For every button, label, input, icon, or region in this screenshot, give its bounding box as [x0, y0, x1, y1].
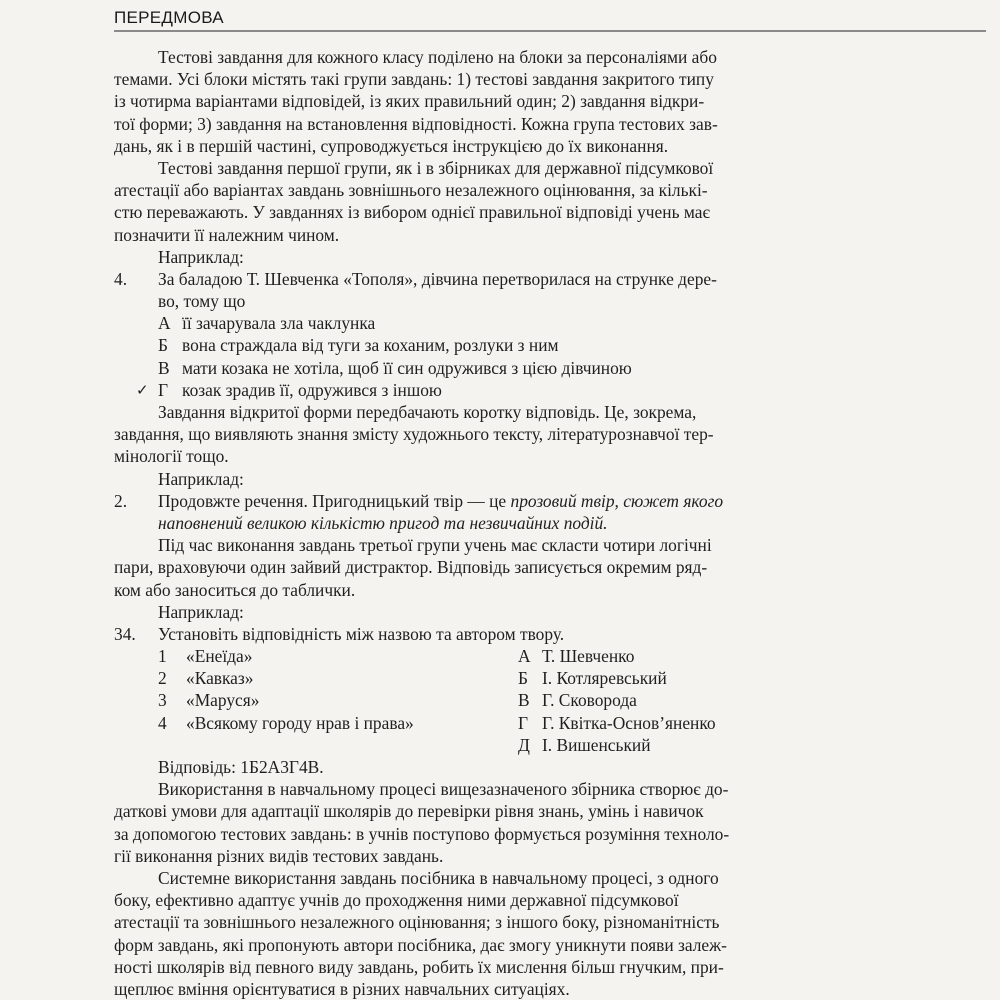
text-line: Використання в навчальному процесі вищезазначеного збірника створює до- — [158, 779, 729, 800]
answer-text: прозовий твір, сюжет якого — [510, 490, 724, 511]
work-title: «Маруся» — [186, 690, 260, 711]
example-matching-task — [114, 601, 874, 779]
example-open-task — [114, 468, 874, 535]
option-text: козак зрадив її, одружився з іншою — [182, 379, 442, 400]
author-name: Т. Шевченко — [542, 646, 635, 667]
work-title: «Кавказ» — [186, 668, 254, 689]
option-text: її зачарувала зла чаклунка — [182, 313, 376, 334]
option-text: вона страждала від туги за коханим, розлуки з ним — [182, 335, 559, 356]
author-letter: Б — [518, 668, 528, 689]
option-letter: Г — [158, 379, 169, 400]
text-line: за допомогою тестових завдань: в учнів поступово формується розуміння техноло- — [114, 823, 730, 844]
answer-key: Відповідь: 1Б2А3Г4В. — [158, 757, 324, 777]
option-b — [114, 334, 874, 356]
option-text: мати козака не хотіла, щоб її син одружився з цією дівчиною — [182, 357, 632, 378]
question-number: 34. — [114, 623, 136, 644]
match-row — [114, 734, 874, 756]
text-line: Системне використання завдань посібника в навчальному процесі, з одного — [158, 867, 719, 888]
text-line: Тестові завдання для кожного класу поділено на блоки за персоналіями або — [158, 47, 717, 67]
example-label: Наприклад: — [158, 246, 244, 267]
match-row — [114, 645, 874, 667]
question-number: 4. — [114, 268, 128, 289]
question-line — [114, 623, 874, 645]
text-line: Під час виконання завдань третьої групи учень має скласти чотири логічні — [158, 535, 712, 556]
paragraph-first-group — [114, 157, 874, 246]
text-line: дань, як і в першій частині, супроводжується інструкцією до їх виконання. — [114, 135, 669, 156]
text-line: тої форми; 3) завдання на встановлення відповідності. Кожна група тестових зав- — [114, 113, 718, 134]
example-closed-task — [114, 246, 874, 401]
option-letter: В — [158, 357, 170, 378]
author-name: Г. Квітка-Основ’яненко — [542, 712, 716, 733]
author-letter: Д — [518, 734, 530, 755]
text-line: форм завдань, які пропонують автори посібника, дає змогу уникнути появи залеж- — [114, 934, 727, 955]
text-line: ком або заноситься до таблички. — [114, 579, 356, 600]
question-text: во, тому що — [158, 291, 246, 312]
option-letter: Б — [158, 335, 168, 356]
text-line: мінології тощо. — [114, 446, 229, 467]
text-line: Тестові завдання першої групи, як і в збірниках для державної підсумкової — [158, 157, 714, 178]
question-number: 2. — [114, 490, 128, 511]
text-line: даткові умови для адаптації школярів до перевірки рівня знань, умінь і навичок — [114, 801, 704, 822]
check-mark-icon: ✓ — [136, 380, 149, 399]
author-letter: А — [518, 646, 531, 667]
text-line: стю переважають. У завданнях із вибором однієї правильної відповіді учень має — [114, 202, 710, 223]
example-label: Наприклад: — [158, 601, 244, 622]
text-line: гії виконання різних видів тестових завдань. — [114, 845, 444, 866]
text-line: атестації та зовнішнього незалежного оцінювання; з іншого боку, різноманітність — [114, 912, 720, 933]
option-letter: А — [158, 313, 171, 334]
text-line: щеплює вміння орієнтуватися в різних навчальних ситуаціях. — [114, 978, 570, 999]
text-line: завдання, що виявляють знання змісту художнього тексту, літературознавчої тер- — [114, 424, 714, 445]
section-title: ПЕРЕДМОВА — [114, 8, 224, 27]
text-line: пари, враховуючи один зайвий дистрактор. Відповідь записується окремим ряд- — [114, 557, 708, 578]
text-line: атестації або варіантах завдань зовнішнього незалежного оцінювання, за кількі- — [114, 180, 708, 201]
author-name: І. Котляревський — [542, 668, 667, 689]
example-label: Наприклад: — [158, 468, 244, 489]
option-g — [114, 379, 874, 401]
item-number: 4 — [158, 712, 167, 733]
option-a — [114, 312, 874, 334]
paragraph-third-group — [114, 534, 874, 601]
question-text: За баладою Т. Шевченка «Тополя», дівчина перетворилася на струнке дере- — [158, 268, 717, 289]
page-header — [114, 4, 986, 32]
text-line: із чотирма варіантами відповідей, із яких правильний один; 2) завдання відкри- — [114, 91, 705, 112]
question-text: Установіть відповідність між назвою та автором твору. — [158, 623, 565, 644]
author-letter: Г — [518, 712, 529, 733]
question-text: Продовжте речення. Пригодницький твір — це — [158, 490, 507, 511]
match-row — [114, 667, 874, 689]
item-number: 1 — [158, 646, 167, 667]
paragraph-open-tasks — [114, 401, 874, 468]
text-line: позначити її належним чином. — [114, 224, 340, 245]
answer-text: наповнений великою кількістю пригод та незвичайних подій. — [158, 512, 608, 533]
paragraph-intro — [114, 46, 874, 157]
match-row — [114, 689, 874, 711]
author-name: Г. Сковорода — [542, 690, 637, 711]
work-title: «Всякому городу нрав і права» — [186, 712, 414, 733]
author-name: І. Вишенський — [542, 734, 651, 755]
page-body — [114, 46, 874, 1000]
question-line — [114, 490, 874, 512]
match-row — [114, 712, 874, 734]
option-v — [114, 357, 874, 379]
question-line — [114, 268, 874, 290]
text-line: боку, ефективно адаптує учнів до проходження ними державної підсумкової — [114, 890, 679, 911]
text-line: темами. Усі блоки містять такі групи завдань: 1) тестові завдання закритого типу — [114, 69, 714, 90]
paragraph-system — [114, 867, 874, 1000]
text-line: ності школярів від певного виду завдань, робить їх мислення більш гнучким, при- — [114, 956, 724, 977]
item-number: 3 — [158, 690, 167, 711]
item-number: 2 — [158, 668, 167, 689]
text-line: Завдання відкритої форми передбачають коротку відповідь. Це, зокрема, — [158, 402, 697, 422]
work-title: «Енеїда» — [186, 646, 253, 667]
paragraph-usage — [114, 778, 874, 867]
author-letter: В — [518, 690, 530, 711]
